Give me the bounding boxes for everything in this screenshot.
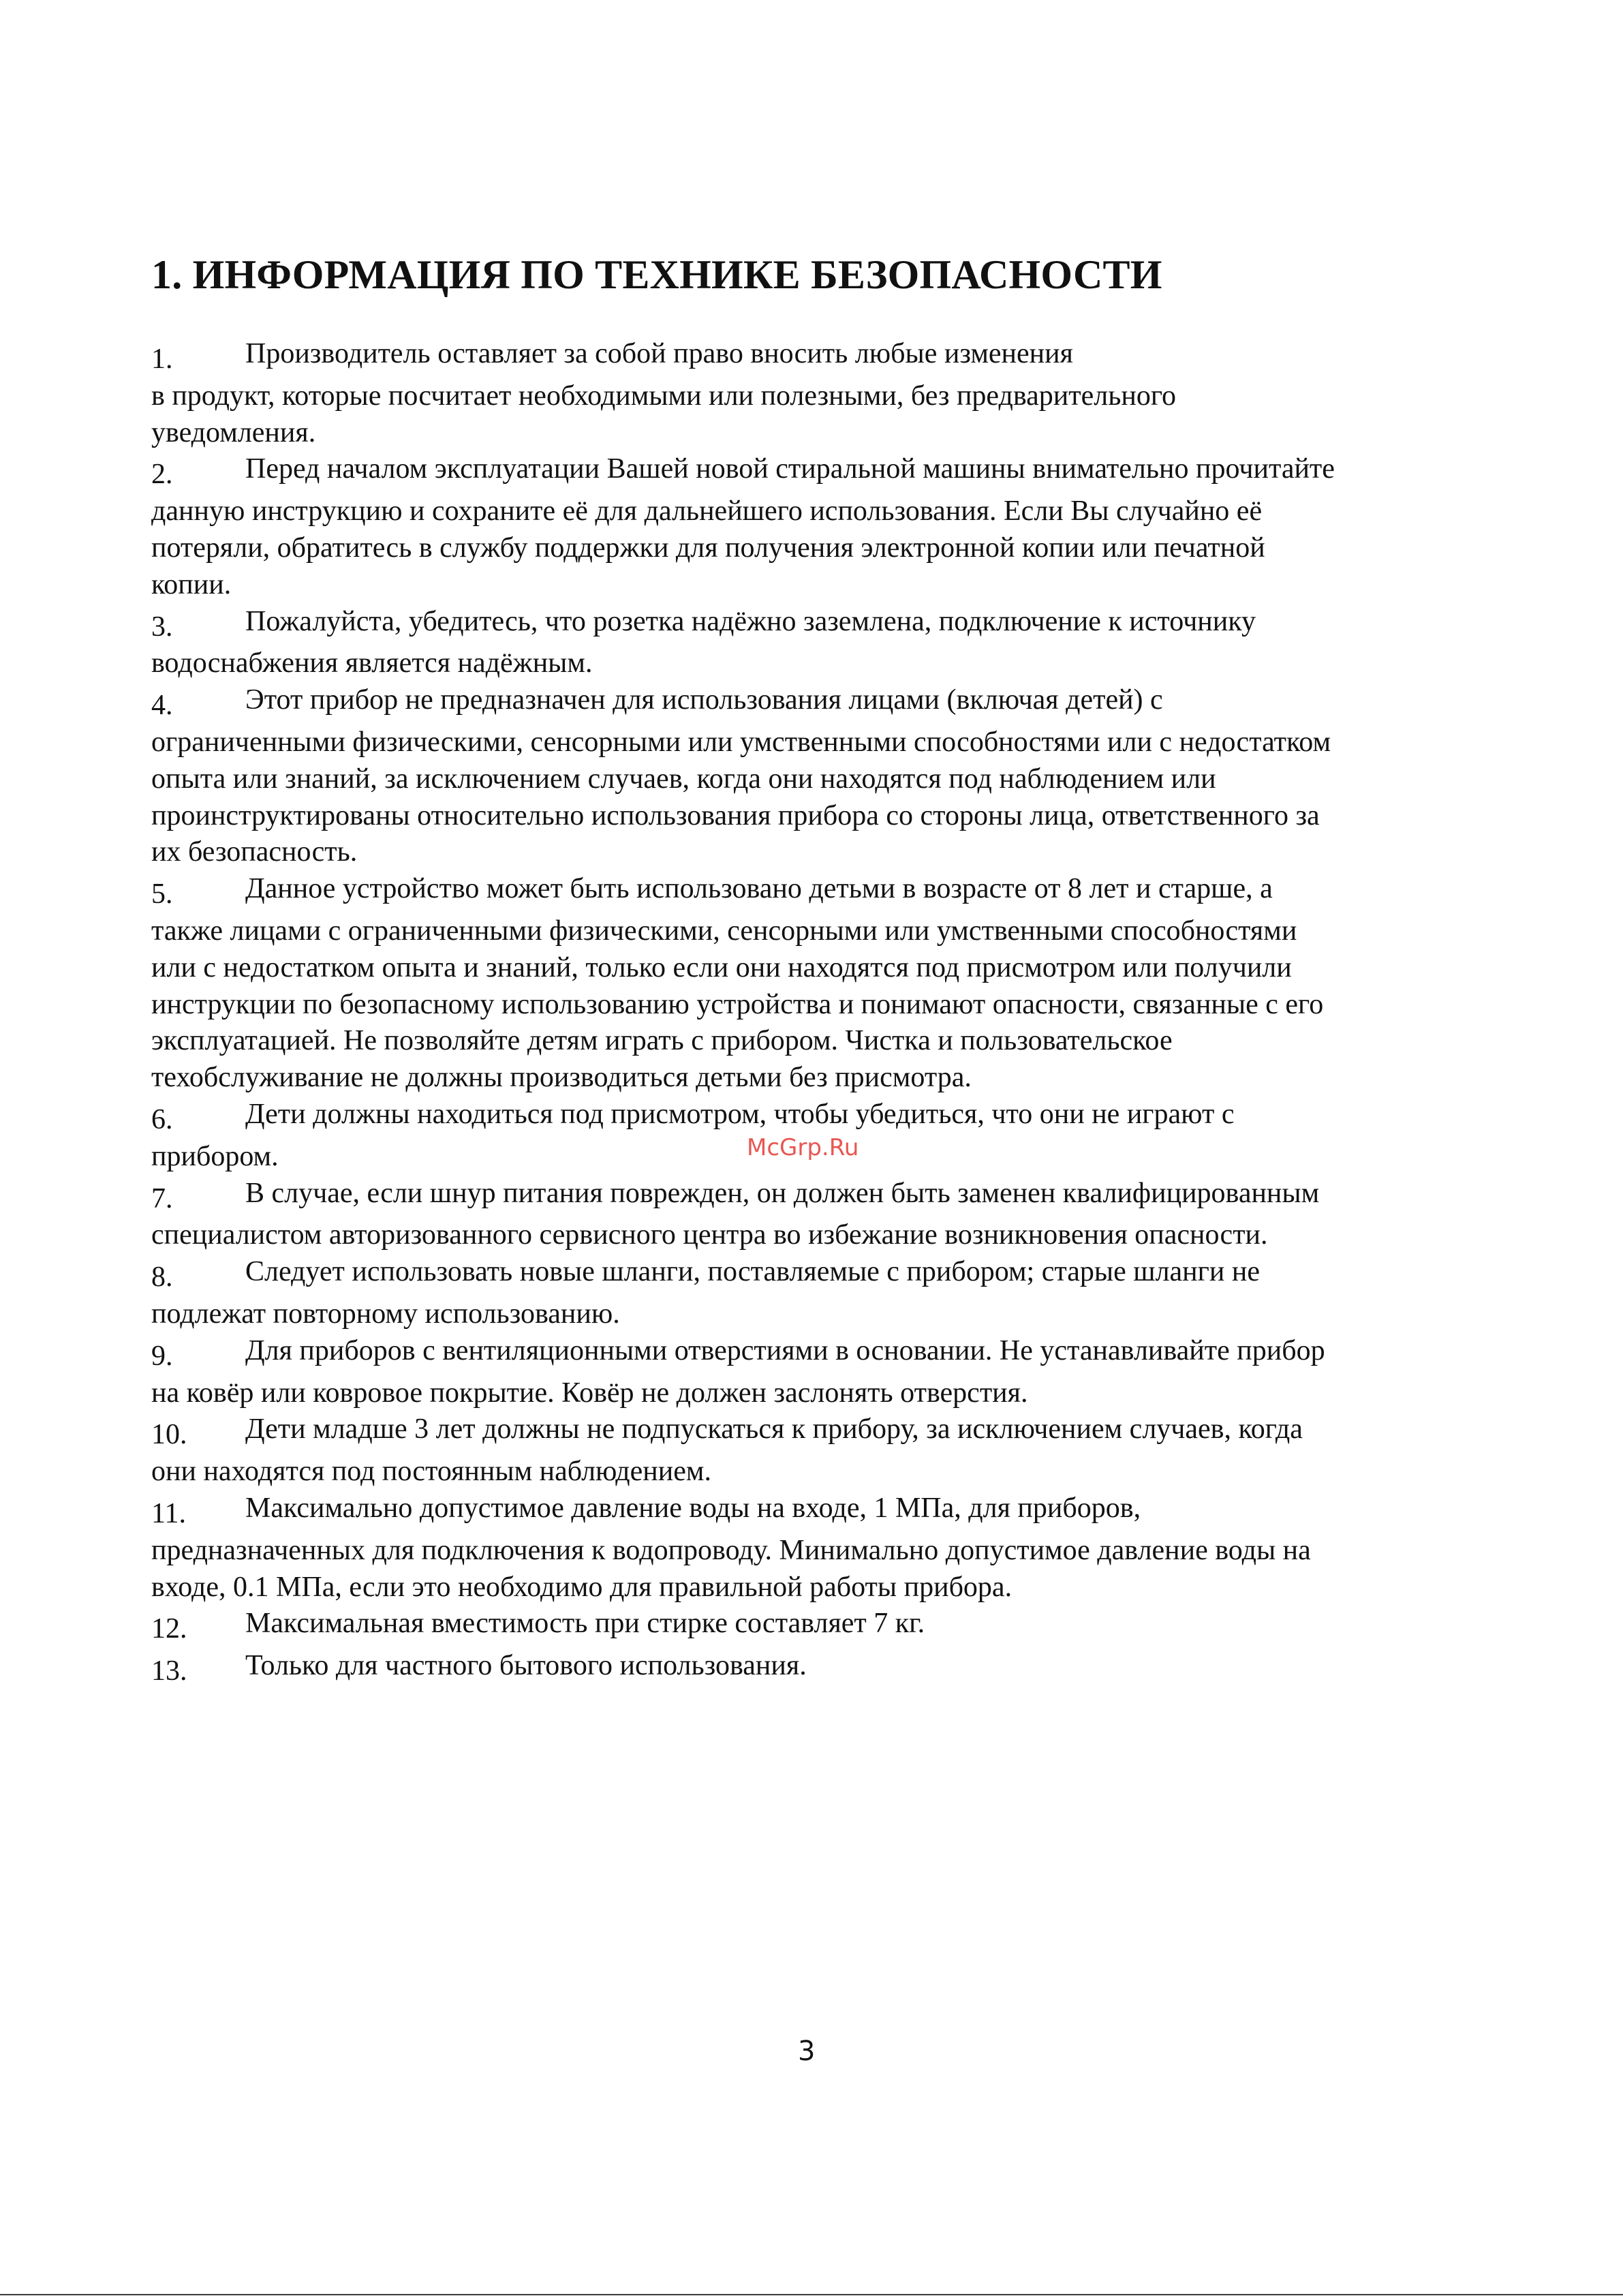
list-item-number: 5.: [151, 878, 173, 910]
list-item-text: данную инструкцию и сохраните её для дальнейшего использования. Если Вы случайно её: [151, 495, 1263, 527]
list-item-line: [151, 493, 1480, 530]
list-item-line: [151, 1454, 1480, 1490]
list-item-line: [151, 724, 1480, 761]
list-item-text: подлежат повторному использованию.: [151, 1298, 620, 1330]
list-item-text: Перед началом эксплуатации Вашей новой стиральной машины внимательно прочитайте: [245, 453, 1335, 485]
list-item-text: они находятся под постоянным наблюдением.: [151, 1456, 711, 1488]
list-item-number: 7.: [151, 1182, 173, 1214]
list-item-number: 1.: [151, 343, 173, 375]
list-item-text: ограниченными физическими, сенсорными или умственными способностями или с недостатком: [151, 726, 1331, 758]
list-item-number: 10.: [151, 1419, 187, 1451]
list-item-line: [151, 1296, 1480, 1333]
list-item-text: или с недостатком опыта и знаний, только если они находятся под присмотром или получили: [151, 951, 1292, 983]
list-item-line: [151, 1411, 1480, 1454]
list-item-text: Дети младше 3 лет должны не подпускаться к прибору, за исключением случаев, когда: [245, 1413, 1303, 1445]
list-item-text: Данное устройство может быть использовано детьми в возрасте от 8 лет и старше, а: [245, 873, 1273, 905]
list-item-text: входе, 0.1 МПа, если это необходимо для правильной работы прибора.: [151, 1571, 1013, 1603]
list-item-line: [151, 415, 1480, 452]
list-item-line: [151, 1490, 1480, 1533]
list-item: [151, 451, 1480, 603]
list-item-number: 8.: [151, 1261, 173, 1294]
list-item-line: [151, 871, 1480, 913]
list-item-text: Только для частного бытового использования.: [245, 1650, 807, 1682]
list-item-text: опыта или знаний, за исключением случаев, когда они находятся под наблюдением или: [151, 763, 1216, 795]
list-item-text: Максимально допустимое давление воды на входе, 1 МПа, для приборов,: [245, 1492, 1141, 1524]
section-title: 1. ИНФОРМАЦИЯ ПО ТЕХНИКЕ БЕЗОПАСНОСТИ: [151, 252, 1162, 297]
list-item-line: [151, 645, 1480, 682]
list-item-line: [151, 1254, 1480, 1296]
list-item-number: 2.: [151, 459, 173, 491]
list-item-line: [151, 1333, 1480, 1375]
list-item: [151, 682, 1480, 871]
list-item-text: эксплуатацией. Не позволяйте детям играть с прибором. Чистка и пользовательское: [151, 1025, 1173, 1057]
list-item-line: [151, 1176, 1480, 1218]
list-item-text: потеряли, обратитесь в службу поддержки для получения электронной копии или печатной: [151, 532, 1265, 564]
list-item-line: [151, 1375, 1480, 1412]
list-item-text: Дети должны находиться под присмотром, чтобы убедиться, что они не играют с: [245, 1098, 1235, 1130]
list-item-number: 13.: [151, 1655, 187, 1687]
list-item-text: копии.: [151, 568, 232, 600]
list-item-line: [151, 798, 1480, 835]
list-item-line: [151, 1648, 1480, 1690]
list-item-text: прибором.: [151, 1140, 279, 1172]
safety-list: [151, 336, 1480, 1690]
list-item: [151, 1490, 1480, 1606]
list-item-number: 4.: [151, 690, 173, 722]
list-item-text: Пожалуйста, убедитесь, что розетка надёжно заземлена, подключение к источнику: [245, 605, 1256, 637]
list-item-text: Следует использовать новые шланги, поставляемые с прибором; старые шланги не: [245, 1256, 1260, 1288]
list-item-line: [151, 1023, 1480, 1060]
list-item-line: [151, 336, 1480, 378]
list-item: [151, 1411, 1480, 1490]
list-item-text: В случае, если шнур питания поврежден, он должен быть заменен квалифицированным: [245, 1177, 1320, 1209]
list-item-text: техобслуживание не должны производиться детьми без присмотра.: [151, 1062, 972, 1094]
list-item-number: 11.: [151, 1497, 186, 1529]
list-item-text: Этот прибор не предназначен для использования лицами (включая детей) с: [245, 684, 1163, 716]
list-item-line: [151, 682, 1480, 724]
list-item-text: предназначенных для подключения к водопроводу. Минимально допустимое давление воды на: [151, 1534, 1311, 1566]
list-item-text: Для приборов с вентиляционными отверстиями в основании. Не устанавливайте прибор: [245, 1334, 1325, 1366]
list-item-text: в продукт, которые посчитает необходимыми или полезными, без предварительного: [151, 380, 1177, 412]
list-item-text: инструкции по безопасному использованию устройства и понимают опасности, связанные с его: [151, 988, 1324, 1020]
list-item: [151, 1606, 1480, 1648]
list-item-line: [151, 913, 1480, 950]
list-item-line: [151, 567, 1480, 604]
list-item: [151, 1254, 1480, 1333]
watermark: McGrp.Ru: [747, 1134, 859, 1161]
list-item: [151, 1333, 1480, 1412]
list-item-number: 6.: [151, 1103, 173, 1135]
list-item-line: [151, 1570, 1480, 1606]
list-item-text: также лицами с ограниченными физическими, сенсорными или умственными способностями: [151, 915, 1297, 947]
list-item-line: [151, 834, 1480, 871]
list-item-line: [151, 950, 1480, 987]
page-number: 3: [798, 2036, 816, 2067]
list-item-text: уведомления.: [151, 416, 316, 448]
list-item: [151, 1176, 1480, 1255]
list-item-line: [151, 530, 1480, 567]
bottom-divider: [0, 2294, 1623, 2295]
list-item-line: [151, 604, 1480, 646]
list-item-line: [151, 451, 1480, 493]
list-item-line: [151, 761, 1480, 798]
list-item-line: [151, 987, 1480, 1024]
list-item-text: специалистом авторизованного сервисного центра во избежание возникновения опасности.: [151, 1219, 1268, 1251]
list-item-text: на ковёр или ковровое покрытие. Ковёр не должен заслонять отверстия.: [151, 1377, 1028, 1409]
list-item-text: проинструктированы относительно использования прибора со стороны лица, ответственного за: [151, 799, 1320, 831]
list-item: [151, 871, 1480, 1097]
list-item: [151, 604, 1480, 683]
list-item-text: их безопасность.: [151, 836, 358, 868]
list-item-text: водоснабжения является надёжным.: [151, 647, 593, 679]
list-item-line: [151, 1060, 1480, 1097]
list-item-text: Производитель оставляет за собой право вносить любые изменения: [245, 338, 1073, 369]
list-item-line: [151, 1217, 1480, 1254]
list-item: [151, 1648, 1480, 1690]
list-item-line: [151, 378, 1480, 415]
list-item-line: [151, 1606, 1480, 1648]
list-item-line: [151, 1533, 1480, 1570]
list-item-number: 9.: [151, 1340, 173, 1372]
list-item-number: 3.: [151, 611, 173, 643]
list-item-text: Максимальная вместимость при стирке составляет 7 кг.: [245, 1608, 925, 1640]
list-item-line: [151, 1097, 1480, 1139]
list-item-number: 12.: [151, 1613, 187, 1645]
list-item: [151, 336, 1480, 451]
